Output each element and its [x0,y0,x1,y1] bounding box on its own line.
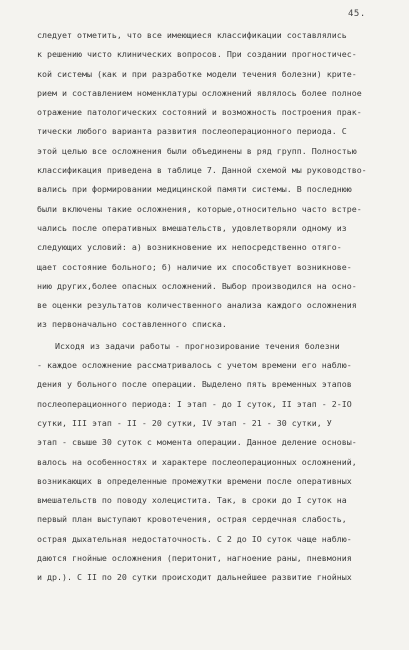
text-line: валось на особенностях и характере послеоперационных осложнений, [37,456,357,467]
text-line: сутки, III этап - II - 20 сутки, IV этап - 21 - 30 сутки, У [37,417,332,428]
paragraph-2 [37,337,389,588]
text-line: рием и составлением номенклатуры осложнений являлось более полное [37,87,362,98]
text-line: послеоперационного периода: I этап - до I суток, II этап - 2-IO [37,398,352,409]
text-line: Исходя из задачи работы - прогнозирование течения болезни [55,340,340,351]
text-line: были включены такие осложнения, которые,относительно часто встре- [37,203,362,214]
text-line: следующих условий: а) возникновение их непосредственно отяго- [37,242,342,253]
text-line: - каждое осложнение рассматривалось с учетом времени его наблю- [37,360,352,371]
body-text [37,26,389,588]
text-line: возникающих в определенные промежутки времени после оперативных [37,475,352,486]
text-line: даются гнойные осложнения (перитонит, нагноение раны, пневмония [37,553,352,564]
text-line: тически любого варианта развития послеоперационного периода. С [37,126,347,137]
text-line: нию других,более опасных осложнений. Выбор производился на осно- [37,280,357,291]
text-line: к решению чисто клинических вопросов. При создании прогностичес- [37,49,357,60]
text-line: из первоначально составленного списка. [37,319,227,330]
text-line: первый план выступают кровотечения, острая сердечная слабость, [37,514,347,525]
text-line: кой системы (как и при разработке модели течения болезни) крите- [37,68,357,79]
text-line: классификация приведена в таблице 7. Данной схемой мы руководство- [37,165,367,176]
text-line: ве оценки результатов количественного анализа каждого осложнения [37,300,357,311]
text-line: следует отметить, что все имеющиеся классификации составлялись [37,30,347,40]
text-line: и др.). С II по 20 сутки происходит дальнейшее развитие гнойных [37,572,352,583]
text-line: острая дыхательная недостаточность. С 2 до IO суток чаще наблю- [37,533,352,544]
text-line: этап - свыше 30 суток с момента операции. Данное деление основы- [37,437,357,448]
paragraph-1 [37,26,389,335]
page-number: 45. [348,9,366,19]
text-line: чались после оперативных вмешательств, удовлетворяли одному из [37,222,347,233]
text-line: этой целью все осложнения были объединены в ряд групп. Полностью [37,145,357,156]
text-line: дения у больного после операции. Выделено пять временных этапов [37,379,352,390]
text-line: отражение патологических состояний и возможность построения прак- [37,107,362,118]
text-line: вмешательств по поводу холецистита. Так, в сроки до I суток на [37,495,347,506]
text-line: вались при формировании медицинской памяти системы. В последнюю [37,184,352,195]
text-line: щает состояние больного; б) наличие их способствует возникнове- [37,261,352,272]
